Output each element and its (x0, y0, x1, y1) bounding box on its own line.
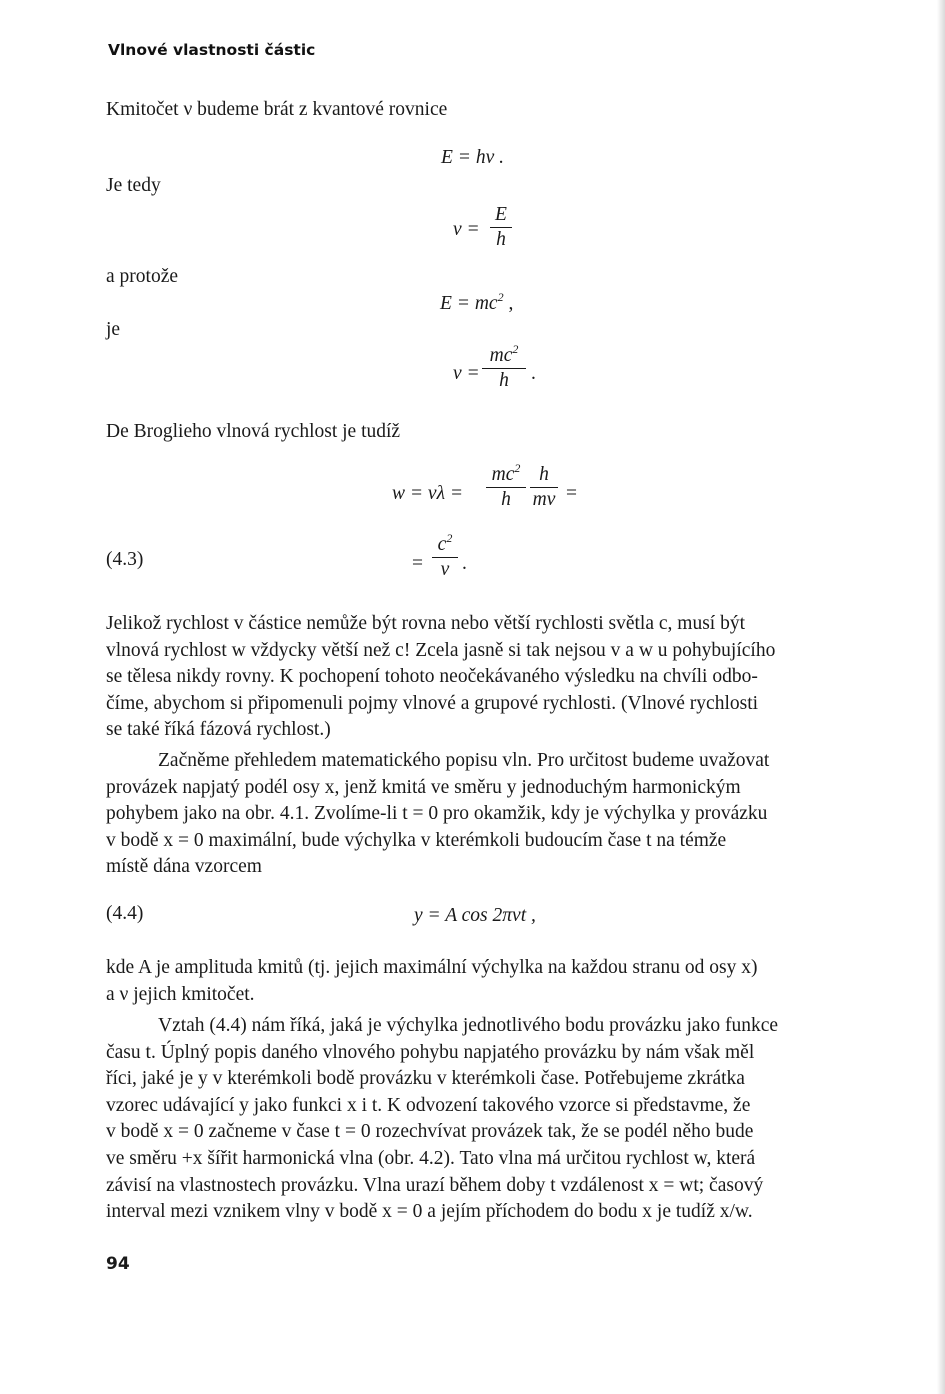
equation-mc2: $E = mc^2$ , (440, 290, 514, 314)
equation-w-equals: = (566, 483, 577, 504)
intro-line: Kmitočet ν budeme brát z kvantové rovnice (106, 99, 448, 120)
equation-4-3-period: . (462, 553, 467, 574)
paragraph-1: Jelikož rychlost v částice nemůže být rovna nebo větší rychlosti světla c, musí být vlnová rychlost w vždycky větší než c! Zcela jasně si tak nejsou v a w u pohybujícího se tělesa nikdy rovny. K pochopení tohoto neočekávaného výsledku na chvíli odbo- číme, abychom si připomenuli pojmy vlnové a grupové rychlosti. (Vlnové rychlosti se také říká fázová rychlost.) (106, 613, 776, 741)
frac-numerator: E (495, 204, 507, 225)
page-edge-shadow (937, 0, 945, 1394)
equation-label-4-4: (4.4) (106, 903, 144, 924)
equation-nu2-period: . (531, 363, 536, 384)
frac-denominator: h (496, 229, 506, 250)
paragraph-2: Začněme přehledem matematického popisu vln. Pro určitost budeme uvažovat provázek napjatý podél osy x, jenž kmitá ve směru y jednoduchým harmonickým pohybem jako na obr. 4.1. Zvolíme-li t = 0 pro okamžik, kdy je výchylka y provázku v bodě x = 0 maximální, bude výchylka v kterémkoli budoucím čase t na témže místě dána vzorcem (106, 750, 770, 878)
equation-nu2-lhs: ν = (453, 363, 480, 384)
equation-nu-lhs: ν = (453, 219, 480, 240)
equation-energy: E = hν . (441, 147, 504, 168)
fraction-h-over-mv: h mv (530, 464, 558, 511)
equation-label-4-3: (4.3) (106, 549, 144, 570)
fraction-E-over-h (490, 204, 512, 251)
paragraph-4: Vztah (4.4) nám říká, jaká je výchylka jednotlivého bodu provázku jako funkce času t. Úplný popis daného vlnového pohybu napjatého provázku by nám však měl říci, jaké je y v kterémkoli bodě provázku v kterémkoli čase. Potřebujeme zkrátka vzorec udávající y jako funkci x i t. K odvození takového vzorce si představme, že v bodě x = 0 začneme v čase t = 0 rozechvívat provázek tak, že se podél něho bude ve směru +x šířit harmonická vlna (obr. 4.2). Tato vlna má určitou rychlost w, která závisí na vlastnostech provázku. Vlna urazí během doby t vzdálenost x = wt; časový interval mezi vznikem vlny v bodě x = 0 a jejím příchodem do bodu x je tudíž x/w. (106, 1015, 779, 1223)
fraction-mc2-over-h: $mc^2$ h (482, 345, 526, 392)
de-broglie-line: De Broglieho vlnová rychlost je tudíž (106, 421, 401, 442)
fraction-mc2-over-h-w: $mc^2$ h (486, 464, 526, 511)
page-number: 94 (106, 1254, 130, 1274)
connector-je-tedy: Je tedy (106, 175, 161, 196)
connector-je: je (106, 319, 121, 340)
equation-w-lhs: w = νλ = (392, 483, 464, 504)
running-header: Vlnové vlastnosti částic (108, 41, 316, 59)
equation-4-4: y = A cos 2πνt , (414, 905, 536, 926)
equation-4-3-lhs: = (412, 553, 423, 574)
paragraph-3: kde A je amplituda kmitů (tj. jejich maximální výchylka na každou stranu od osy x) a ν jejich kmitočet. (106, 957, 758, 1005)
fraction-c2-over-v: $c^2$ v (432, 534, 458, 581)
connector-a-protoze: a protože (106, 266, 179, 287)
